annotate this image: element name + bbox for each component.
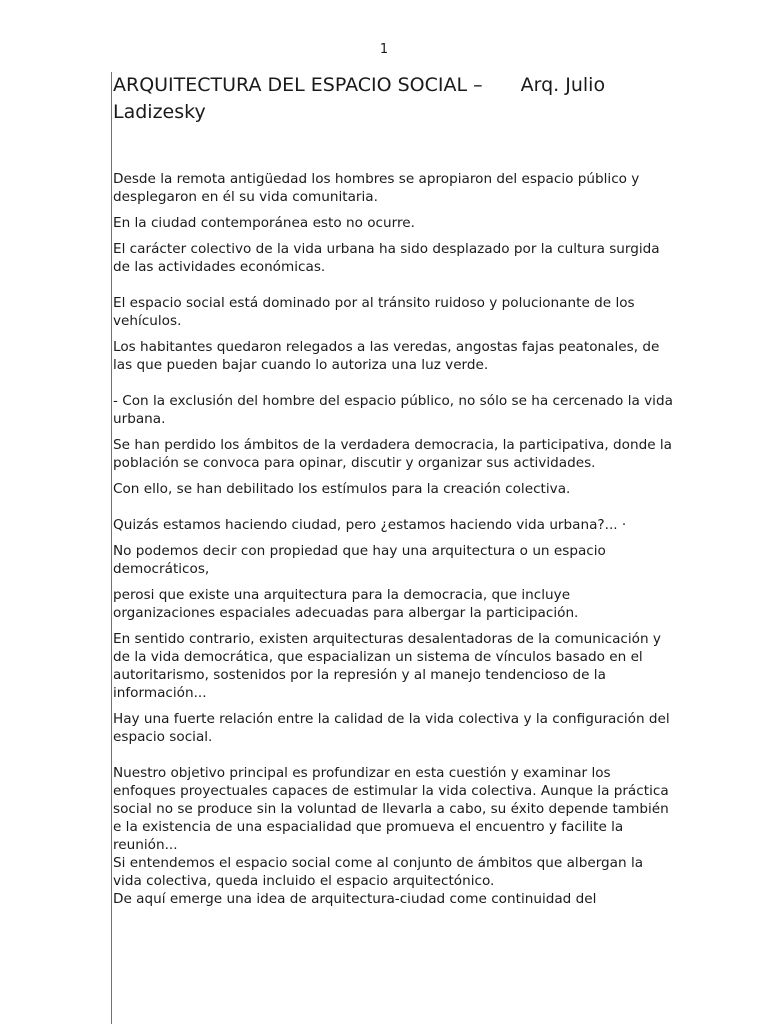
paragraph: Quizás estamos haciendo ciudad, pero ¿estamos haciendo vida urbana?... · — [113, 517, 627, 533]
page-number: 1 — [379, 42, 389, 57]
paragraph: Desde la remota antigüedad los hombres se apropiaron del espacio público y desplegaron en él su vida comunitaria. — [113, 171, 640, 205]
paragraph: De aquí emerge una idea de arquitectura-ciudad come continuidad del — [113, 891, 597, 907]
paragraph: El carácter colectivo de la vida urbana ha sido desplazado por la cultura surgida de las actividades económicas. — [113, 241, 660, 275]
paragraph: Con ello, se han debilitado los estímulos para la creación colectiva. — [113, 481, 571, 497]
document-title — [113, 72, 673, 126]
paragraph: perosi que existe una arquitectura para la democracia, que incluye organizaciones espaciales adecuadas para albergar la participación. — [113, 587, 579, 621]
paragraph: Nuestro objetivo principal es profundizar en esta cuestión y examinar los enfoques proyectuales capaces de estimular la vida colectiva. Aunque la práctica social no se produce sin la voluntad de llevarla a cabo, su éxito depende también e la existencia de una espacialidad que promueva el encuentro y facilite la reunión... — [113, 765, 669, 853]
title-author: Arq. Julio Ladizesky — [113, 74, 606, 123]
paragraph: Se han perdido los ámbitos de la verdadera democracia, la participativa, donde la población se convoca para opinar, discutir y organizar sus actividades. — [113, 437, 672, 471]
paragraph: Si entendemos el espacio social come al conjunto de ámbitos que albergan la vida colectiva, queda incluido el espacio arquitectónico. — [113, 855, 644, 889]
document-body — [113, 72, 673, 908]
paragraph: En la ciudad contemporánea esto no ocurre. — [113, 215, 415, 231]
paragraph: - Con la exclusión del hombre del espacio público, no sólo se ha cercenado la vida urbana. — [113, 393, 673, 427]
title-main: ARQUITECTURA DEL ESPACIO SOCIAL – — [113, 74, 483, 96]
paragraph: No podemos decir con propiedad que hay una arquitectura o un espacio democráticos, — [113, 543, 606, 577]
text-margin-line — [111, 72, 112, 1024]
paragraph: Hay una fuerte relación entre la calidad de la vida colectiva y la configuración del espacio social. — [113, 711, 670, 745]
paragraph: El espacio social está dominado por al tránsito ruidoso y polucionante de los vehículos. — [113, 295, 635, 329]
paragraph: Los habitantes quedaron relegados a las veredas, angostas fajas peatonales, de las que pueden bajar cuando lo autoriza una luz verde. — [113, 339, 660, 373]
paragraph: En sentido contrario, existen arquitecturas desalentadoras de la comunicación y de la vida democrática, que espacializan un sistema de vínculos basado en el autoritarismo, sostenidos por la represión y al manejo tendencioso de la información... — [113, 631, 661, 701]
